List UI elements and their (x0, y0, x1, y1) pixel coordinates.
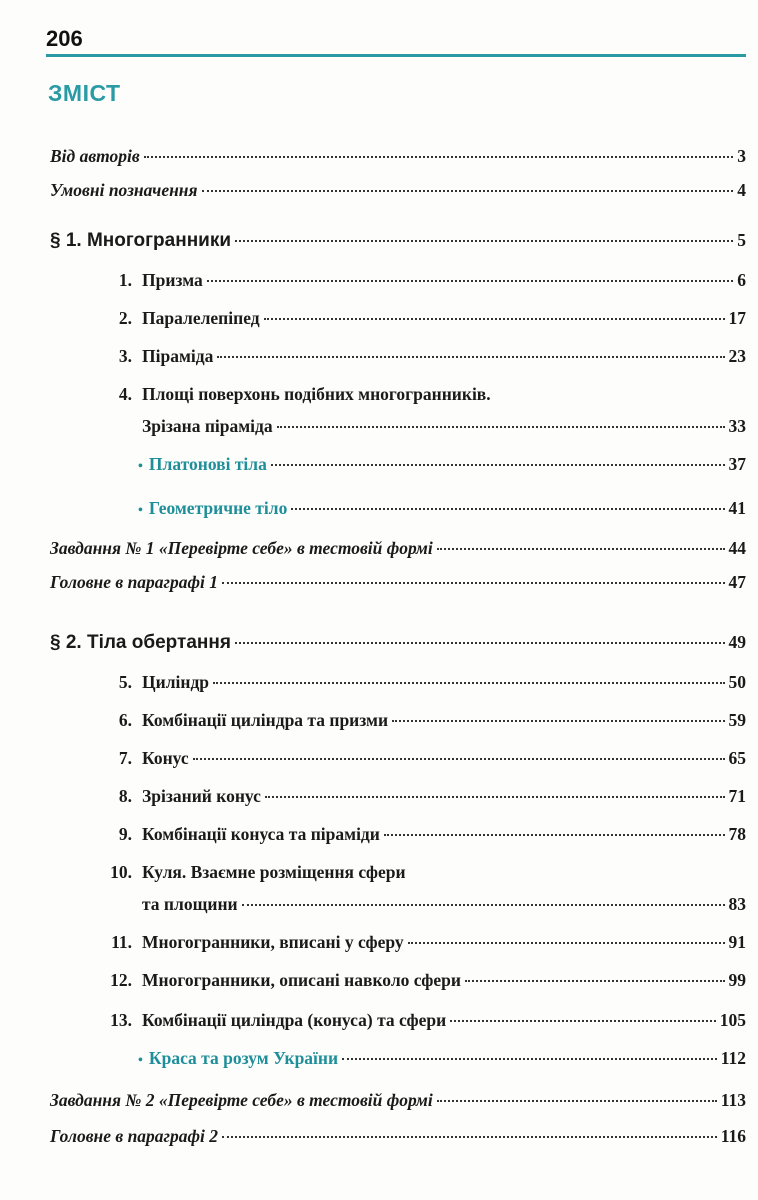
leader-dots (437, 548, 725, 550)
leader-dots (450, 1020, 716, 1022)
toc-entry-title: Краса та розум України (148, 1048, 339, 1068)
toc-entry[interactable] (50, 710, 746, 738)
toc-entry-first-line (50, 862, 406, 890)
toc-entry[interactable] (50, 346, 746, 374)
toc-entry-page: 47 (728, 572, 746, 592)
toc-entry[interactable] (50, 748, 746, 776)
toc-entry-number: 5. (118, 672, 132, 692)
toc-entry[interactable] (50, 932, 746, 960)
bullet-icon: • (138, 459, 143, 474)
toc-entry-number: 11. (111, 932, 132, 952)
toc-entry-page: 3 (737, 146, 746, 166)
leader-dots (193, 758, 725, 760)
toc-entry-page: 78 (728, 824, 746, 844)
leader-dots (217, 356, 724, 358)
toc-entry-title: Головне в параграфі 1 (50, 572, 219, 592)
toc-entry[interactable] (50, 1010, 746, 1038)
toc-entry-number: 8. (118, 786, 132, 806)
leader-dots (408, 942, 725, 944)
toc-entry-page: 17 (728, 308, 746, 328)
toc-entry-page: 5 (737, 230, 746, 250)
toc-entry[interactable] (50, 572, 746, 600)
leader-dots (213, 682, 724, 684)
toc-entry[interactable] (50, 416, 746, 444)
toc-entry-number: 6. (118, 710, 132, 730)
leader-dots (235, 240, 733, 242)
toc-entry-page: 4 (737, 180, 746, 200)
toc-entry-number: 1. (118, 270, 132, 290)
toc-entry-title-line1: Куля. Взаємне розміщення сфери (142, 862, 406, 882)
leader-dots (277, 426, 725, 428)
toc-entry-number: 3. (118, 346, 132, 366)
toc-entry-page: 50 (728, 672, 746, 692)
toc-entry[interactable] (50, 894, 746, 922)
toc-entry-number: 13. (110, 1010, 132, 1030)
toc-entry-page: 65 (728, 748, 746, 768)
toc-entry[interactable] (50, 454, 746, 482)
page-number: 206 (46, 26, 83, 51)
toc-entry-page: 41 (728, 498, 746, 518)
toc-entry[interactable] (50, 672, 746, 700)
leader-dots (202, 190, 734, 192)
toc-entry-title: Паралелепіпед (142, 308, 260, 328)
toc-entry-title: Платонові тіла (148, 454, 267, 474)
toc-chapter[interactable] (50, 230, 746, 258)
leader-dots (235, 642, 725, 644)
toc-entry-title: Умовні позначення (50, 180, 198, 200)
toc-entry-title: Призма (142, 270, 203, 290)
toc-entry-page: 6 (737, 270, 746, 290)
toc-entry-page: 33 (728, 416, 746, 436)
toc-entry-number: 10. (110, 862, 132, 882)
toc-entry-title: Конус (142, 748, 189, 768)
bullet-icon: • (138, 503, 143, 518)
toc-chapter[interactable] (50, 632, 746, 660)
toc-entry-title: Циліндр (142, 672, 210, 692)
toc-entry-number: 2. (118, 308, 132, 328)
toc-entry[interactable] (50, 1090, 746, 1118)
toc-entry-page: 105 (719, 1010, 746, 1030)
toc-entry-title-line2: та площини (142, 894, 238, 914)
toc-entry-title: Многогранники, вписані у сферу (142, 932, 404, 952)
toc-entry[interactable] (50, 270, 746, 298)
bullet-icon: • (138, 1053, 143, 1068)
toc-entry[interactable] (50, 1048, 746, 1076)
toc-entry-title-line2: Зрізана піраміда (142, 416, 273, 436)
leader-dots (437, 1100, 717, 1102)
contents-heading: ЗМІСТ (48, 80, 121, 106)
toc-entry-title: Піраміда (142, 346, 214, 366)
toc-entry-number: 12. (110, 970, 132, 990)
leader-dots (392, 720, 724, 722)
toc-entry-title: Многогранники, описані навколо сфери (142, 970, 461, 990)
toc-entry-number: 9. (118, 824, 132, 844)
leader-dots (207, 280, 733, 282)
leader-dots (222, 582, 724, 584)
leader-dots (242, 904, 725, 906)
leader-dots (265, 796, 725, 798)
toc-entry-title: Завдання № 2 «Перевірте себе» в тестовій формі (50, 1090, 433, 1110)
leader-dots (264, 318, 725, 320)
toc-entry-page: 112 (720, 1048, 746, 1068)
leader-dots (144, 156, 734, 158)
toc-entry-page: 49 (728, 632, 746, 652)
toc-entry-page: 59 (728, 710, 746, 730)
toc-entry-number: 7. (118, 748, 132, 768)
leader-dots (291, 508, 724, 510)
toc-entry-page: 113 (720, 1090, 746, 1110)
leader-dots (384, 834, 725, 836)
toc-entry-page: 99 (728, 970, 746, 990)
toc-entry-title: Зрізаний конус (142, 786, 261, 806)
toc-entry-title: Комбінації циліндра та призми (142, 710, 389, 730)
toc-entry-page: 23 (728, 346, 746, 366)
toc-entry[interactable] (50, 786, 746, 814)
toc-entry-page: 91 (728, 932, 746, 952)
toc-entry-title: § 1. Многогранники (50, 230, 232, 251)
toc-entry-page: 44 (728, 538, 746, 558)
leader-dots (342, 1058, 717, 1060)
leader-dots (222, 1136, 717, 1138)
toc-entry[interactable] (50, 308, 746, 336)
toc-entry-title: Геометричне тіло (148, 498, 288, 518)
leader-dots (465, 980, 725, 982)
toc-entry[interactable] (50, 824, 746, 852)
toc-entry-first-line (50, 384, 491, 412)
toc-entry-title-line1: Площі поверхонь подібних многогранників. (142, 384, 491, 404)
toc-entry-page: 37 (728, 454, 746, 474)
toc-entry-page: 116 (720, 1126, 746, 1146)
toc-entry-title: § 2. Тіла обертання (50, 632, 231, 653)
leader-dots (271, 464, 725, 466)
toc-entry[interactable] (50, 180, 746, 208)
toc-entry-title: Завдання № 1 «Перевірте себе» в тестовій формі (50, 538, 433, 558)
toc-entry-title: Комбінації конуса та піраміди (142, 824, 380, 844)
toc-entry[interactable] (50, 498, 746, 526)
toc-entry-title: Комбінації циліндра (конуса) та сфери (142, 1010, 447, 1030)
toc-entry-page: 83 (728, 894, 746, 914)
toc-entry[interactable] (50, 970, 746, 998)
toc-entry[interactable] (50, 538, 746, 566)
toc-entry[interactable] (50, 1126, 746, 1154)
toc-entry-title: Головне в параграфі 2 (50, 1126, 219, 1146)
toc-entry-page: 71 (728, 786, 746, 806)
toc-entry-number: 4. (118, 384, 132, 404)
toc-entry[interactable] (50, 146, 746, 174)
toc-entry-title: Від авторів (50, 146, 140, 166)
